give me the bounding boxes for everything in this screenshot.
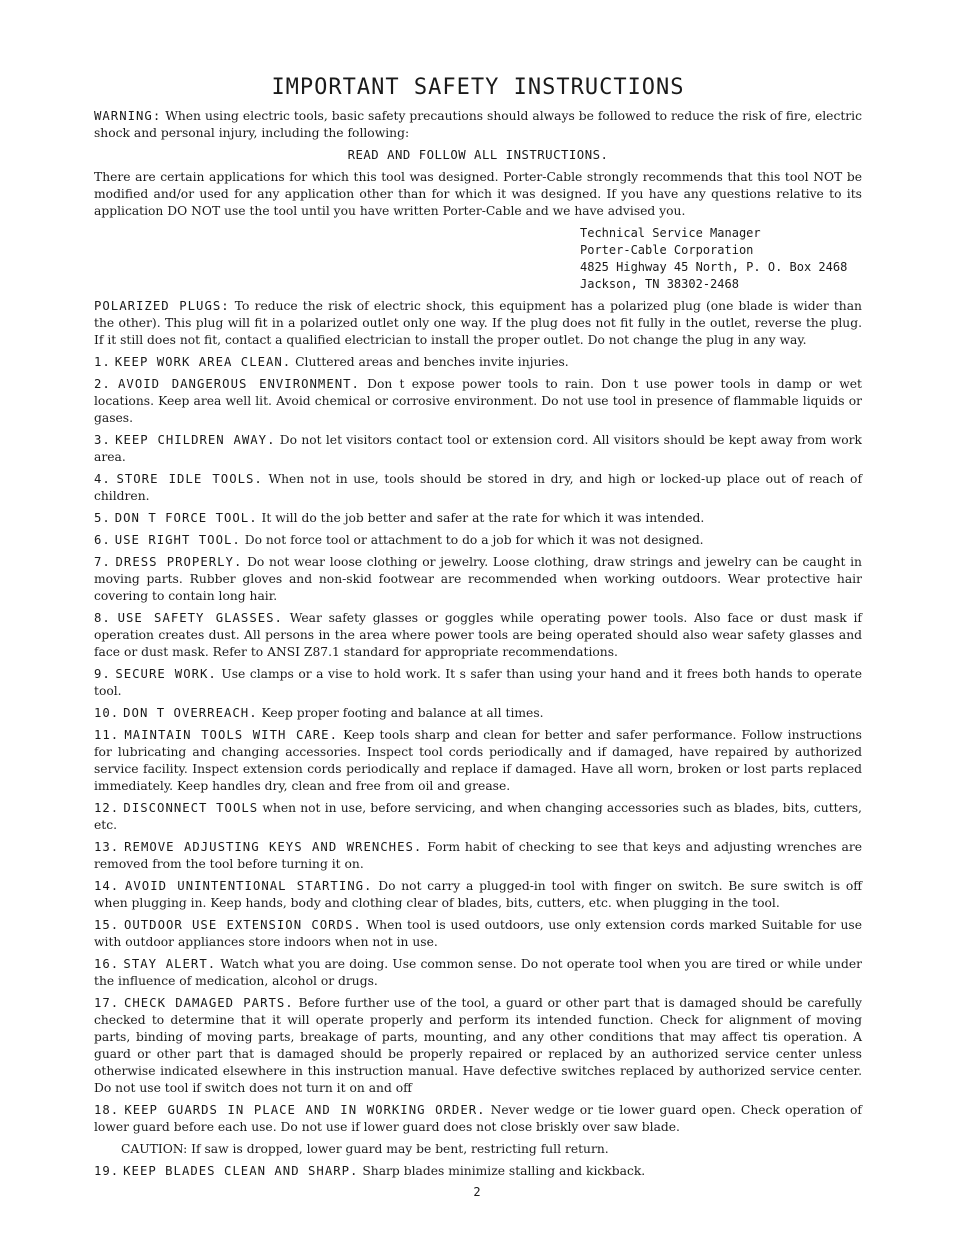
item-heading: USE RIGHT TOOL. (114, 533, 241, 547)
warning-label: WARNING: (94, 109, 162, 123)
instruction-item (94, 471, 862, 505)
item-heading: DON T FORCE TOOL. (114, 511, 258, 525)
instruction-item (94, 554, 862, 605)
item-text: Before further use of the tool, a guard or other part that is damaged should be carefully checked to determine that it will operate properly and perform its intended function. Check for alignment of moving parts, binding of moving parts, breakage of parts, mounting, and any other conditions that may affect tis operation. A guard or other part that is damaged should be properly repaired or replaced by an authorized service center unless otherwise indicated elsewhere in this instruction manual. Have defective switches replaced by authorized service center. Do not use tool if switch does not turn it on and off (94, 996, 862, 1095)
item-heading: STORE IDLE TOOLS. (116, 472, 263, 486)
item-heading: KEEP CHILDREN AWAY. (115, 433, 276, 447)
instruction-item (94, 532, 862, 549)
item-number: 11. (94, 728, 120, 742)
instruction-list (94, 354, 862, 1136)
item-number: 16. (94, 957, 120, 971)
item-text: Cluttered areas and benches invite injuries. (295, 355, 569, 369)
instruction-item (94, 432, 862, 466)
item-heading: AVOID DANGEROUS ENVIRONMENT. (118, 377, 360, 391)
item-heading: DRESS PROPERLY. (115, 555, 243, 569)
item-text: when not in use, before servicing, and when changing accessories such as blades, bits, cutters, etc. (94, 801, 862, 832)
item-number: 5. (94, 511, 111, 525)
item-text: Do not force tool or attachment to do a job for which it was not designed. (244, 533, 704, 547)
address-line: Jackson, TN 38302-2468 (580, 277, 739, 291)
address-line: Porter-Cable Corporation (580, 243, 754, 257)
page-number: 2 (473, 1185, 481, 1199)
item-number: 14. (94, 879, 120, 893)
item-heading: KEEP GUARDS IN PLACE AND IN WORKING ORDER. (124, 1103, 486, 1117)
item-text: Keep proper footing and balance at all times. (261, 706, 544, 720)
item-text: Watch what you are doing. Use common sense. Do not operate tool when you are tired or while under the influence of medication, alcohol or drugs. (94, 957, 862, 988)
instruction-item (94, 956, 862, 990)
item-number: 2. (94, 377, 111, 391)
item-heading: CHECK DAMAGED PARTS. (123, 996, 294, 1010)
item-heading: AVOID UNINTENTIONAL STARTING. (125, 879, 373, 893)
instruction-item (94, 839, 862, 873)
page-title: IMPORTANT SAFETY INSTRUCTIONS (271, 75, 685, 100)
item-heading: USE SAFETY GLASSES. (117, 611, 283, 625)
item-text: Sharp blades minimize stalling and kickback. (362, 1164, 646, 1178)
item-number: 15. (94, 918, 120, 932)
item-heading: DON T OVERREACH. (123, 706, 258, 720)
instruction-item (94, 376, 862, 427)
instruction-item (94, 727, 862, 795)
item-text: When tool is used outdoors, use only extension cords marked Suitable for use with outdoor appliances store indoors when not in use. (94, 918, 862, 949)
instruction-item (94, 666, 862, 700)
instruction-item (94, 1163, 862, 1180)
polarized-text: To reduce the risk of electric shock, this equipment has a polarized plug (one blade is wider than the other). This plug will fit in a polarized outlet only one way. If the plug does not fit fully in the outlet, reverse the plug. If it still does not fit, contact a qualified electrician to install the proper outlet. Do not change the plug in any way. (94, 299, 862, 347)
item-number: 4. (94, 472, 111, 486)
instruction-item (94, 610, 862, 661)
item-number: 6. (94, 533, 111, 547)
item-number: 10. (94, 706, 120, 720)
item-number: 7. (94, 555, 111, 569)
item-text: Form habit of checking to see that keys and adjusting wrenches are removed from the tool before turning it on. (94, 840, 862, 871)
item-heading: KEEP BLADES CLEAN AND SHARP. (123, 1164, 359, 1178)
applications-paragraph: There are certain applications for which this tool was designed. Porter-Cable strongly recommends that this tool NOT be modified and/or used for any application other than for which it was designed. If you have any questions relative to its application DO NOT use the tool until you have written Porter-Cable and we have advised you. (94, 170, 862, 218)
item-number: 13. (94, 840, 120, 854)
item-number: 17. (94, 996, 120, 1010)
instruction-item (94, 705, 862, 722)
item-number: 1. (94, 355, 111, 369)
polarized-plugs-paragraph (94, 298, 862, 349)
item-heading: KEEP WORK AREA CLEAN. (114, 355, 292, 369)
item-number: 19. (94, 1164, 120, 1178)
item-text: Do not let visitors contact tool or extension cord. All visitors should be kept away from work area. (94, 433, 862, 464)
item-text: When not in use, tools should be stored in dry, and high or locked-up place out of reach of children. (94, 472, 862, 503)
item-text: Do not wear loose clothing or jewelry. Loose clothing, draw strings and jewelry can be caught in moving parts. Rubber gloves and non-skid footwear are recommended when working outdoors. Wear protective hair covering to contain long hair. (94, 555, 862, 603)
address-line: Technical Service Manager (580, 226, 761, 240)
instruction-item (94, 995, 862, 1097)
item-text: Wear safety glasses or goggles while operating power tools. Also face or dust mask if operation creates dust. All persons in the area where power tools are being operated should also wear safety glasses and face or dust mask. Refer to ANSI Z87.1 standard for appropriate recommendations. (94, 611, 862, 659)
item-number: 12. (94, 801, 120, 815)
instruction-item (94, 354, 862, 371)
item-number: 18. (94, 1103, 120, 1117)
caution-note: CAUTION: If saw is dropped, lower guard may be bent, restricting full return. (121, 1142, 609, 1156)
warning-text: When using electric tools, basic safety precautions should always be followed to reduce the risk of fire, electric shock and personal injury, including the following: (94, 109, 862, 140)
item-text: Never wedge or tie lower guard open. Check operation of lower guard before each use. Do not use if lower guard does not close briskly over saw blade. (94, 1103, 862, 1134)
item-text: Keep tools sharp and clean for better and safer performance. Follow instructions for lubricating and changing accessories. Inspect tool cords periodically and if damaged, have repaired by authorized service facility. Inspect extension cords periodically and replace if damaged. Have all worn, broken or lost parts replaced immediately. Keep handles dry, clean and free from oil and grease. (94, 728, 862, 793)
item-heading: SECURE WORK. (115, 667, 217, 681)
address-block (580, 225, 862, 293)
item-text: Don t expose power tools to rain. Don t use power tools in damp or wet locations. Keep area well lit. Avoid chemical or corrosive environment. Do not use tool in presence of flammable liquids or gases. (94, 377, 862, 425)
item-heading: DISCONNECT TOOLS (123, 801, 259, 815)
item-text: Do not carry a plugged-in tool with finger on switch. Be sure switch is off when plugging in. Keep hands, body and clothing clear of blades, bits, cutters, etc. when plugging in the tool. (94, 879, 862, 910)
polarized-label: POLARIZED PLUGS: (94, 299, 230, 313)
item-heading: OUTDOOR USE EXTENSION CORDS. (123, 918, 362, 932)
item-text: It will do the job better and safer at the rate for which it was intended. (261, 511, 705, 525)
instruction-item (94, 800, 862, 834)
instruction-item (94, 1102, 862, 1136)
item-number: 3. (94, 433, 111, 447)
item-heading: REMOVE ADJUSTING KEYS AND WRENCHES. (124, 840, 423, 854)
instruction-item (94, 917, 862, 951)
item-number: 9. (94, 667, 111, 681)
address-line: 4825 Highway 45 North, P. O. Box 2468 (580, 260, 848, 274)
item-heading: MAINTAIN TOOLS WITH CARE. (124, 728, 338, 742)
warning-paragraph (94, 108, 862, 142)
read-follow-heading: READ AND FOLLOW ALL INSTRUCTIONS. (347, 148, 609, 162)
item-heading: STAY ALERT. (123, 957, 217, 971)
instruction-item (94, 510, 862, 527)
item-text: Use clamps or a vise to hold work. It s safer than using your hand and it frees both hands to operate tool. (94, 667, 862, 698)
safety-instructions-page (94, 74, 862, 1185)
item-number: 8. (94, 611, 111, 625)
instruction-item (94, 878, 862, 912)
